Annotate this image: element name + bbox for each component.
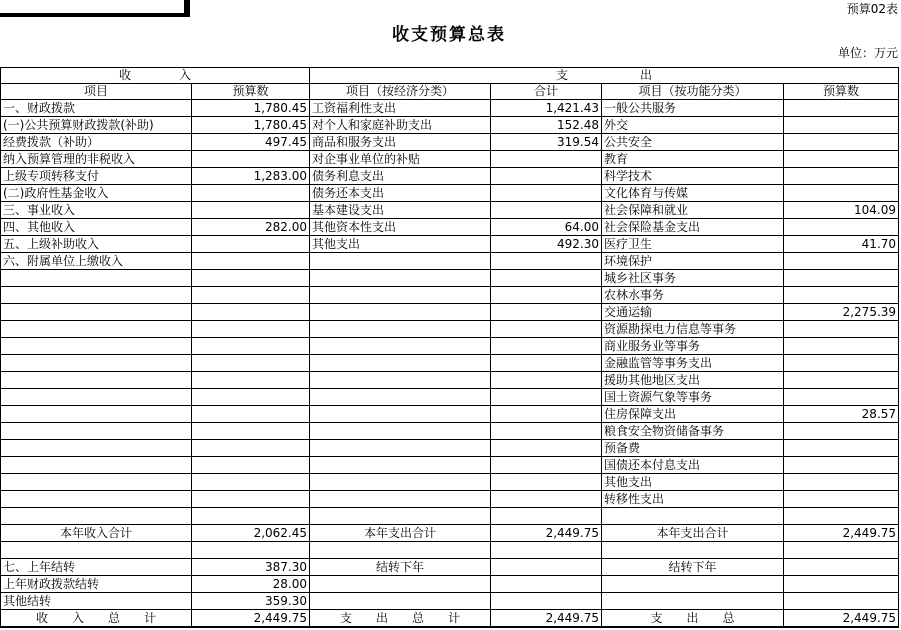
unit-label: 单位：万元 [837, 46, 898, 60]
table-cell [491, 389, 602, 406]
table-cell: 六、附属单位上缴收入 [1, 253, 192, 270]
table-cell [1, 304, 192, 321]
table-cell: 492.30 [491, 236, 602, 253]
table-cell [1, 457, 192, 474]
table-cell [784, 491, 899, 508]
table-cell: 本年支出合计 [602, 525, 784, 542]
table-cell [784, 457, 899, 474]
table-cell: 纳入预算管理的非税收入 [1, 151, 192, 168]
table-cell [602, 593, 784, 610]
table-cell: 本年收入合计 [1, 525, 192, 542]
table-cell [192, 389, 310, 406]
table-row [1, 457, 899, 474]
table-cell [784, 542, 899, 559]
table-row [1, 576, 899, 593]
table-cell: 对企事业单位的补贴 [310, 151, 491, 168]
table-cell [491, 202, 602, 219]
table-row [1, 610, 899, 628]
table-cell [310, 304, 491, 321]
table-cell [192, 253, 310, 270]
table-cell [192, 440, 310, 457]
table-row [1, 185, 899, 202]
table-cell: 497.45 [192, 134, 310, 151]
table-cell [491, 338, 602, 355]
table-cell [192, 304, 310, 321]
page-title: 收支预算总表 [392, 25, 506, 45]
table-cell: 转移性支出 [602, 491, 784, 508]
table-cell: 结转下年 [310, 559, 491, 576]
table-cell [491, 576, 602, 593]
table-cell [192, 287, 310, 304]
table-cell [784, 151, 899, 168]
table-cell [602, 508, 784, 525]
table-cell: 社会保险基金支出 [602, 219, 784, 236]
table-row [1, 474, 899, 491]
table-cell [784, 508, 899, 525]
table-cell: 对个人和家庭补助支出 [310, 117, 491, 134]
table-cell: 债务利息支出 [310, 168, 491, 185]
table-row [1, 287, 899, 304]
table-cell [310, 372, 491, 389]
table-row [1, 542, 899, 559]
table-cell [491, 270, 602, 287]
table-cell [491, 355, 602, 372]
table-cell [602, 576, 784, 593]
table-row [1, 219, 899, 236]
table-cell [310, 423, 491, 440]
table-cell: 支 出 总 [602, 610, 784, 628]
table-cell [491, 304, 602, 321]
page-break-corner-mark [184, 0, 190, 17]
table-cell [310, 508, 491, 525]
table-cell [784, 576, 899, 593]
table-cell [784, 474, 899, 491]
table-cell: 其他支出 [602, 474, 784, 491]
table-cell: 工资福利性支出 [310, 100, 491, 117]
table-cell [784, 423, 899, 440]
table-cell: 债务还本支出 [310, 185, 491, 202]
table-cell: 41.70 [784, 236, 899, 253]
table-cell: 文化体育与传媒 [602, 185, 784, 202]
budget-table [0, 67, 899, 628]
table-cell [1, 406, 192, 423]
table-cell: 公共安全 [602, 134, 784, 151]
table-cell [491, 440, 602, 457]
table-cell [491, 457, 602, 474]
table-cell: 资源勘探电力信息等事务 [602, 321, 784, 338]
table-cell: 2,449.75 [784, 525, 899, 542]
table-cell [192, 372, 310, 389]
table-cell [310, 440, 491, 457]
table-row [1, 593, 899, 610]
table-cell [491, 321, 602, 338]
table-cell [784, 185, 899, 202]
table-cell [784, 355, 899, 372]
table-cell [491, 185, 602, 202]
table-cell [784, 168, 899, 185]
table-cell [784, 134, 899, 151]
table-cell: 环境保护 [602, 253, 784, 270]
table-cell [491, 372, 602, 389]
table-row [1, 406, 899, 423]
table-cell [784, 389, 899, 406]
table-row [1, 168, 899, 185]
table-cell: (一)公共预算财政拨款(补助) [1, 117, 192, 134]
table-cell [310, 474, 491, 491]
table-cell: 五、上级补助收入 [1, 236, 192, 253]
table-cell: 支 出 总 计 [310, 610, 491, 628]
table-row [1, 253, 899, 270]
table-cell [192, 270, 310, 287]
table-cell [1, 423, 192, 440]
table-cell: 援助其他地区支出 [602, 372, 784, 389]
table-cell [310, 389, 491, 406]
table-cell: 交通运输 [602, 304, 784, 321]
table-cell: 1,421.43 [491, 100, 602, 117]
table-cell: 国土资源气象等事务 [602, 389, 784, 406]
table-cell: 一、财政拨款 [1, 100, 192, 117]
table-cell [784, 559, 899, 576]
table-group-header-row [1, 68, 899, 84]
table-cell [784, 270, 899, 287]
table-cell [310, 253, 491, 270]
table-cell [491, 168, 602, 185]
table-cell [310, 338, 491, 355]
table-cell [784, 219, 899, 236]
table-cell: 医疗卫生 [602, 236, 784, 253]
table-cell: 结转下年 [602, 559, 784, 576]
table-cell: 2,449.75 [784, 610, 899, 628]
table-cell [1, 491, 192, 508]
budget-table-body [1, 100, 899, 628]
table-cell: 2,449.75 [192, 610, 310, 628]
table-cell: 28.00 [192, 576, 310, 593]
table-cell [784, 440, 899, 457]
col-header-income-item: 项目 [1, 84, 192, 100]
table-cell [491, 406, 602, 423]
table-cell [1, 270, 192, 287]
table-row [1, 389, 899, 406]
col-header-expense-functional-item: 项目（按功能分类） [602, 84, 784, 100]
table-cell [310, 287, 491, 304]
table-cell: 2,449.75 [491, 610, 602, 628]
table-cell [310, 270, 491, 287]
table-cell: 1,780.45 [192, 117, 310, 134]
table-cell: 2,062.45 [192, 525, 310, 542]
table-row [1, 321, 899, 338]
income-group-header: 收 入 [1, 68, 310, 84]
table-row [1, 372, 899, 389]
table-cell [192, 406, 310, 423]
table-cell: 七、上年结转 [1, 559, 192, 576]
table-cell [1, 372, 192, 389]
table-cell: 1,780.45 [192, 100, 310, 117]
table-row [1, 304, 899, 321]
table-cell: 农林水事务 [602, 287, 784, 304]
table-cell: 359.30 [192, 593, 310, 610]
col-header-expense-budget: 预算数 [784, 84, 899, 100]
table-cell: 预备费 [602, 440, 784, 457]
table-cell: 其他结转 [1, 593, 192, 610]
table-cell: 319.54 [491, 134, 602, 151]
table-cell: 三、事业收入 [1, 202, 192, 219]
table-cell [310, 593, 491, 610]
table-cell: 2,275.39 [784, 304, 899, 321]
table-row [1, 202, 899, 219]
table-cell [1, 440, 192, 457]
table-cell: 本年支出合计 [310, 525, 491, 542]
table-cell: 其他支出 [310, 236, 491, 253]
table-cell [192, 508, 310, 525]
table-cell [491, 474, 602, 491]
col-header-expense-economic-item: 项目（按经济分类） [310, 84, 491, 100]
table-cell: 104.09 [784, 202, 899, 219]
table-cell [192, 491, 310, 508]
table-cell [310, 321, 491, 338]
table-cell: 城乡社区事务 [602, 270, 784, 287]
table-row [1, 355, 899, 372]
table-cell [784, 372, 899, 389]
table-cell [491, 287, 602, 304]
table-cell [784, 338, 899, 355]
table-cell [1, 355, 192, 372]
table-row [1, 423, 899, 440]
table-cell [784, 593, 899, 610]
table-cell: 经费拨款（补助） [1, 134, 192, 151]
table-cell [491, 559, 602, 576]
table-cell: 四、其他收入 [1, 219, 192, 236]
table-cell: (二)政府性基金收入 [1, 185, 192, 202]
table-cell: 商品和服务支出 [310, 134, 491, 151]
sheet-number-label: 预算02表 [846, 2, 898, 16]
table-cell [192, 236, 310, 253]
table-cell [310, 406, 491, 423]
table-cell [1, 389, 192, 406]
table-cell: 上级专项转移支付 [1, 168, 192, 185]
table-cell: 上年财政拨款结转 [1, 576, 192, 593]
table-cell [192, 338, 310, 355]
table-cell [310, 457, 491, 474]
table-cell [192, 355, 310, 372]
table-row [1, 270, 899, 287]
table-cell: 外交 [602, 117, 784, 134]
table-row [1, 508, 899, 525]
table-cell [491, 253, 602, 270]
table-column-header-row [1, 84, 899, 100]
table-cell [1, 321, 192, 338]
table-cell [1, 508, 192, 525]
table-cell: 2,449.75 [491, 525, 602, 542]
table-cell: 国债还本付息支出 [602, 457, 784, 474]
table-cell: 一般公共服务 [602, 100, 784, 117]
table-cell [784, 321, 899, 338]
table-cell: 粮食安全物资储备事务 [602, 423, 784, 440]
table-cell: 教育 [602, 151, 784, 168]
table-row [1, 134, 899, 151]
table-cell [784, 100, 899, 117]
table-cell [310, 576, 491, 593]
table-cell: 28.57 [784, 406, 899, 423]
table-cell: 64.00 [491, 219, 602, 236]
table-cell [310, 355, 491, 372]
table-cell: 社会保障和就业 [602, 202, 784, 219]
table-cell [1, 474, 192, 491]
table-cell [192, 474, 310, 491]
table-cell [1, 338, 192, 355]
table-cell: 住房保障支出 [602, 406, 784, 423]
table-cell [491, 151, 602, 168]
table-cell: 基本建设支出 [310, 202, 491, 219]
table-cell [192, 185, 310, 202]
table-cell: 其他资本性支出 [310, 219, 491, 236]
table-cell [784, 287, 899, 304]
table-cell [192, 151, 310, 168]
table-cell [192, 202, 310, 219]
page-break-corner-mark [0, 13, 190, 17]
table-cell: 商业服务业等事务 [602, 338, 784, 355]
table-row [1, 100, 899, 117]
table-cell [602, 542, 784, 559]
table-cell: 282.00 [192, 219, 310, 236]
col-header-expense-total: 合计 [491, 84, 602, 100]
col-header-income-budget: 预算数 [192, 84, 310, 100]
table-cell [192, 321, 310, 338]
table-cell [491, 542, 602, 559]
table-cell [491, 593, 602, 610]
table-row [1, 151, 899, 168]
table-row [1, 117, 899, 134]
table-cell: 1,283.00 [192, 168, 310, 185]
table-row [1, 338, 899, 355]
table-cell: 科学技术 [602, 168, 784, 185]
table-cell [192, 542, 310, 559]
table-cell [491, 491, 602, 508]
table-cell [310, 542, 491, 559]
table-row [1, 491, 899, 508]
table-row [1, 559, 899, 576]
table-row [1, 525, 899, 542]
table-cell [192, 457, 310, 474]
table-cell [784, 253, 899, 270]
table-cell [491, 508, 602, 525]
table-cell: 收 入 总 计 [1, 610, 192, 628]
table-cell: 金融监管等事务支出 [602, 355, 784, 372]
table-cell [784, 117, 899, 134]
table-row [1, 440, 899, 457]
table-row [1, 236, 899, 253]
table-cell [1, 287, 192, 304]
table-cell [1, 542, 192, 559]
table-cell [192, 423, 310, 440]
table-cell [310, 491, 491, 508]
expense-group-header: 支 出 [310, 68, 899, 84]
table-cell [491, 423, 602, 440]
table-cell: 152.48 [491, 117, 602, 134]
table-cell: 387.30 [192, 559, 310, 576]
